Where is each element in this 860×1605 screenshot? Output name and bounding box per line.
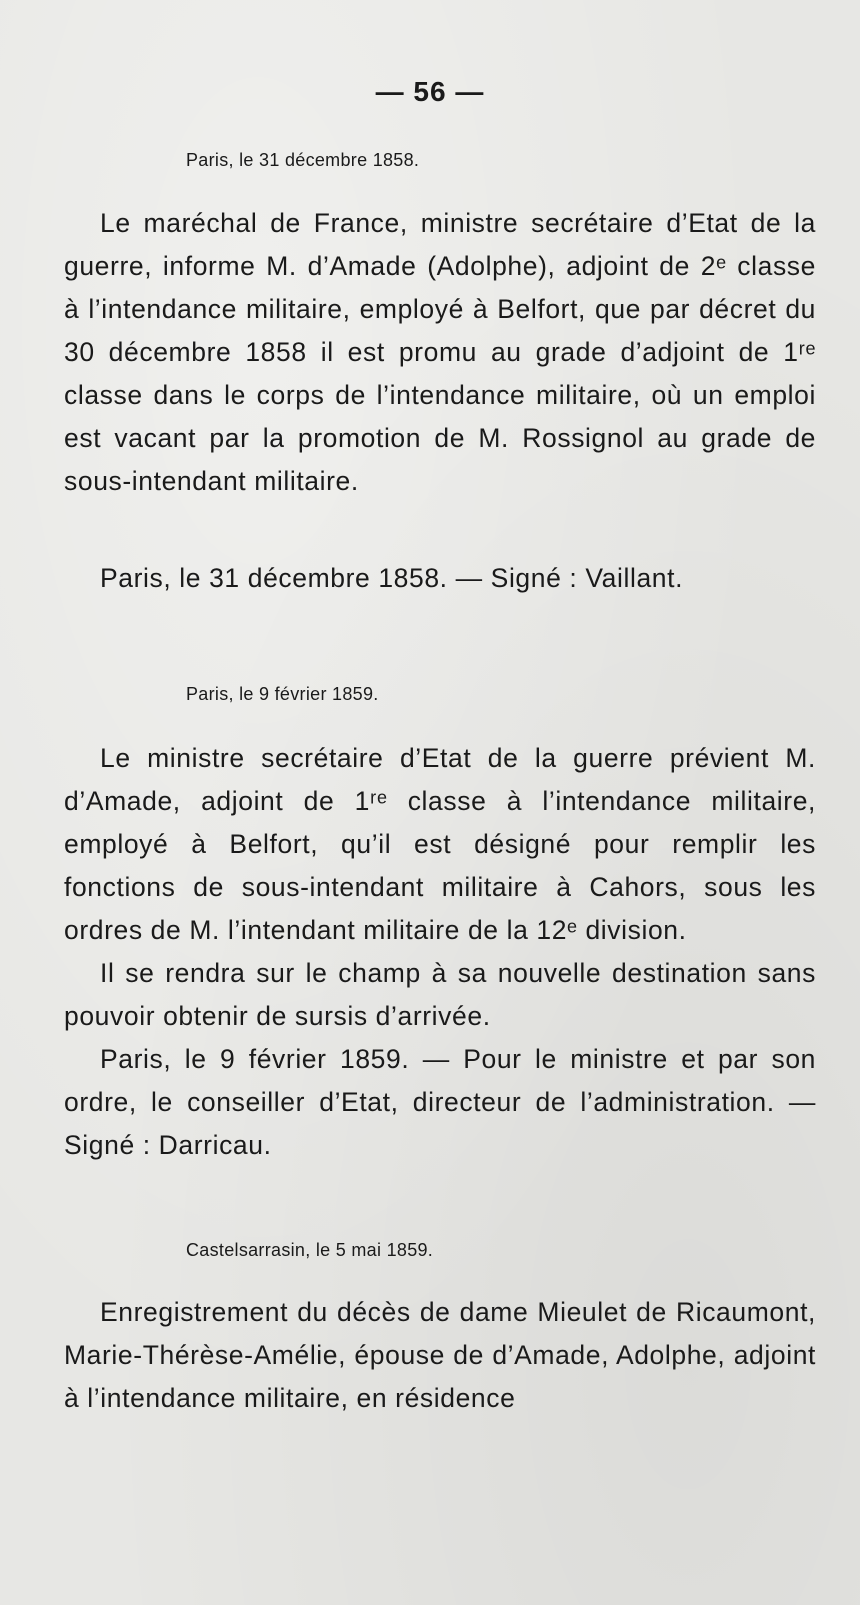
paragraph: Paris, le 31 décembre 1858. — Signé : Vaillant. xyxy=(100,563,684,593)
paragraph: Paris, le 9 février 1859. — Pour le ministre et par son ordre, le conseiller d’Etat, directeur de l’administration. — Signé : Darricau. xyxy=(64,1044,816,1160)
paragraph: Il se rendra sur le champ à sa nouvelle destination sans pouvoir obtenir de sursis d’arrivée. xyxy=(64,958,816,1031)
dateline: Paris, le 9 février 1859. xyxy=(186,684,379,704)
page-number: — 56 — xyxy=(375,76,485,107)
dateline: Paris, le 31 décembre 1858. xyxy=(186,150,420,170)
paragraph: Le ministre secrétaire d’Etat de la guerre prévient M. d’Amade, adjoint de 1ʳᵉ classe à l’intendance militaire, employé à Belfort, qu’il est désigné pour remplir les fonctions de sous-intendant militaire à Cahors, sous les ordres de M. l’intendant militaire de la 12ᵉ division. xyxy=(64,743,816,945)
dateline: Castelsarrasin, le 5 mai 1859. xyxy=(186,1240,434,1260)
paragraph: Le maréchal de France, ministre secrétaire d’Etat de la guerre, informe M. d’Amade (Adolphe), adjoint de 2ᵉ classe à l’intendance militaire, employé à Belfort, que par décret du 30 décembre 1858 il est promu au grade d’adjoint de 1ʳᵉ classe dans le corps de l’intendance militaire, où un emploi est vacant par la promotion de M. Rossignol au grade de sous-intendant militaire. xyxy=(64,208,816,496)
paragraph: Enregistrement du décès de dame Mieulet de Ricaumont, Marie-Thérèse-Amélie, épouse de d’Amade, Adolphe, adjoint à l’intendance militaire, en résidence xyxy=(64,1297,816,1413)
